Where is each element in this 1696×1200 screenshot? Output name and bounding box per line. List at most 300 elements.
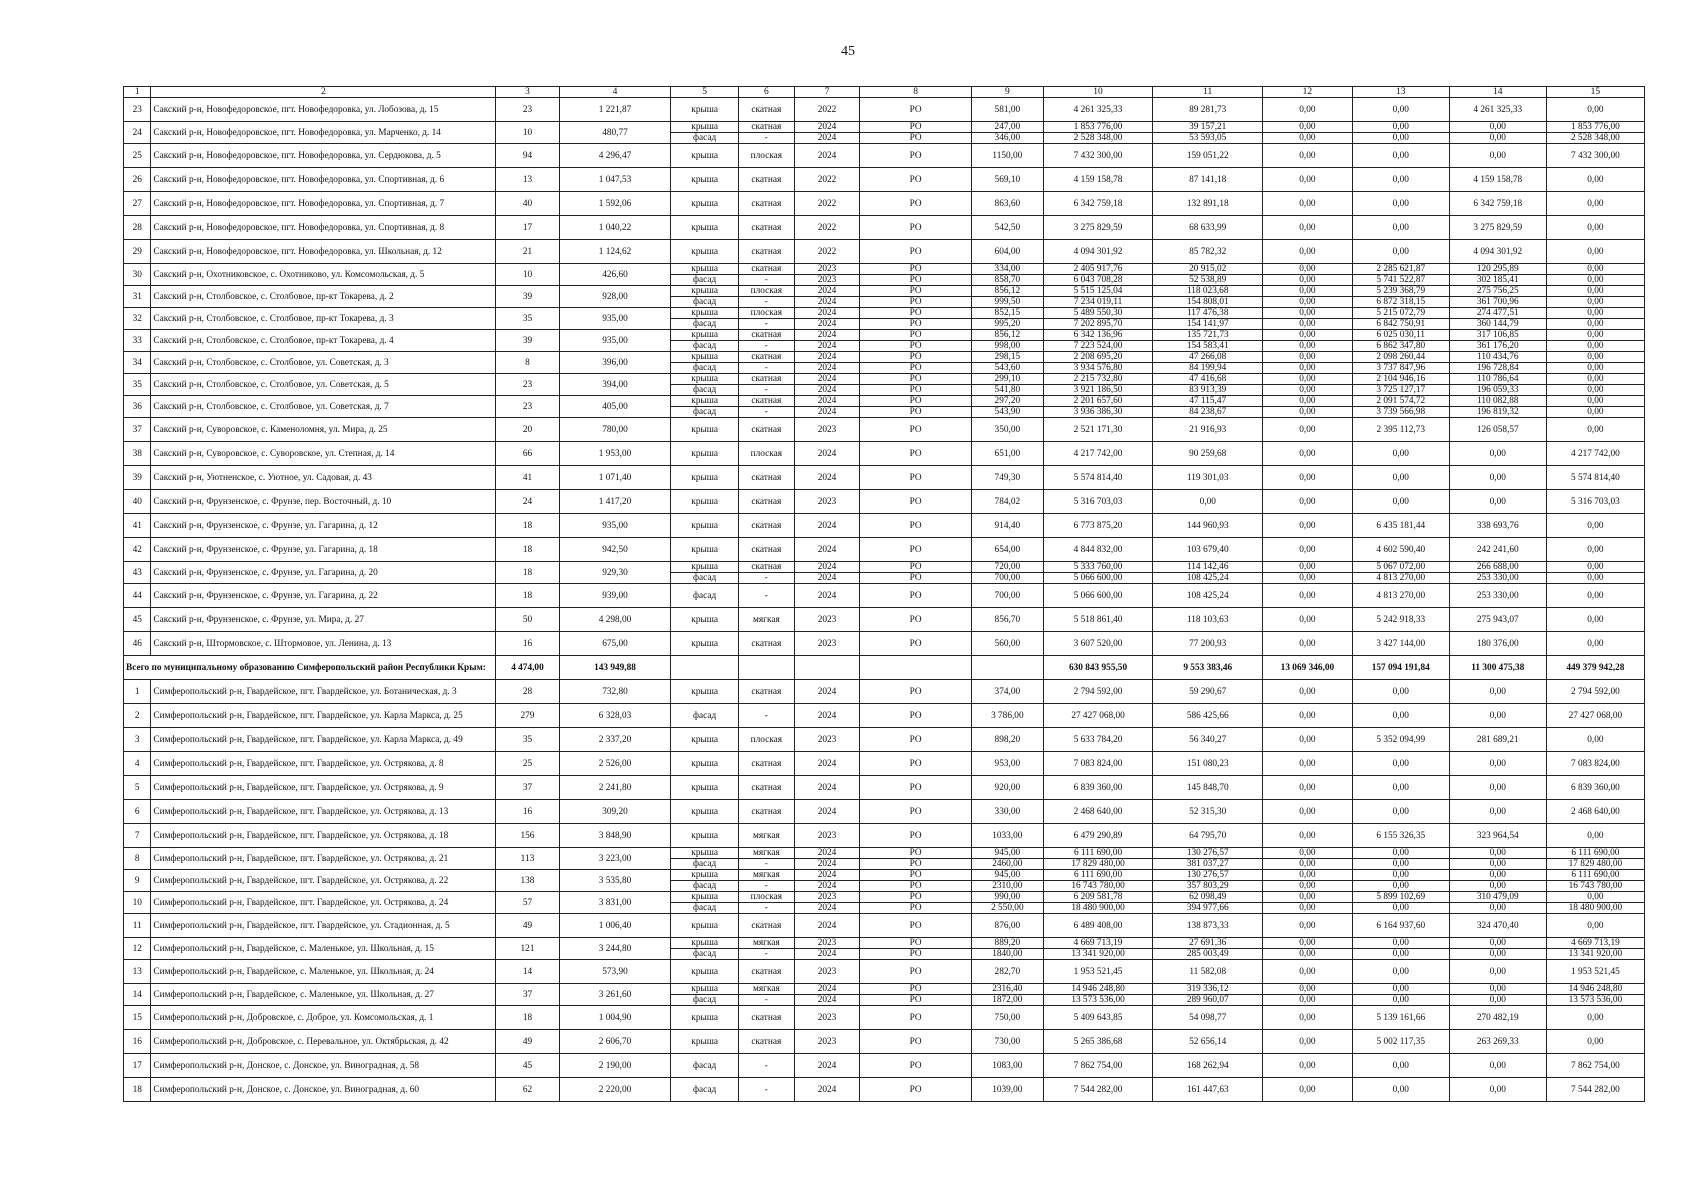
executor-cell (860, 848, 972, 870)
sub-value: 282,70 (994, 966, 1021, 977)
sub-value: 0,00 (1392, 1060, 1409, 1071)
sub-value: крыша (691, 174, 718, 185)
roof-type-cell (738, 374, 794, 396)
fund-cost-cell (1263, 824, 1353, 848)
executor-cell (860, 514, 972, 538)
fund-cost-cell (1263, 914, 1353, 938)
year-cell (794, 330, 859, 352)
sub-value: РО (909, 710, 922, 721)
sub-value: РО (860, 984, 971, 995)
address-cell: Сакский р-н, Новофедоровское, пгт. Новофедоровка, ул. Сердюкова, д. 5 (151, 144, 496, 168)
volume-cell (971, 286, 1043, 308)
apartments-cell: 40 (496, 192, 559, 216)
sub-value: 720,00 (972, 562, 1043, 573)
roof-type-cell (738, 584, 794, 608)
sub-value: 253 330,00 (1476, 573, 1519, 583)
sub-value: 154 583,41 (1186, 341, 1229, 351)
sub-value: 2022 (817, 104, 837, 115)
address-cell: Сакский р-н, Фрунзенское, с. Фрунзе, ул. Гагарина, д. 22 (151, 584, 496, 608)
apartments-cell: 37 (496, 984, 559, 1006)
fund-cost-cell (1263, 396, 1353, 418)
area-cell: 4 298,00 (559, 608, 671, 632)
sub-value: 2024 (795, 984, 859, 995)
volume-cell (971, 704, 1043, 728)
sub-value: 889,20 (972, 938, 1043, 949)
sub-value: 0,00 (1392, 496, 1409, 507)
fund-cost-cell (1263, 216, 1353, 240)
sub-value: 11 582,08 (1189, 966, 1227, 977)
total-cost-cell (1043, 776, 1153, 800)
sub-value: 0,00 (1489, 758, 1506, 769)
address-cell: Симферопольский р-н, Добровское, с. Перевальное, ул. Октябрьская, д. 42 (151, 1030, 496, 1054)
volume-cell (971, 562, 1043, 584)
table-row (124, 466, 1645, 490)
area-cell: 675,00 (559, 632, 671, 656)
executor-cell (860, 1006, 972, 1030)
fund-cost-cell (1263, 960, 1353, 984)
address-cell: Сакский р-н, Фрунзенское, с. Фрунзе, ул. Гагарина, д. 12 (151, 514, 496, 538)
sub-value: 5 002 117,35 (1376, 1036, 1425, 1047)
sub-value: крыша (671, 848, 738, 859)
roof-type-cell (738, 240, 794, 264)
year-cell (794, 892, 859, 914)
volume-cell (971, 442, 1043, 466)
area-cell: 394,00 (559, 374, 671, 396)
sub-value: фасад (693, 1060, 717, 1071)
element-cell (671, 984, 739, 1006)
sub-value: 118 023,68 (1153, 286, 1262, 297)
sub-value: 2024 (817, 133, 837, 143)
volume-cell (971, 168, 1043, 192)
table-row (124, 704, 1645, 728)
year-cell (794, 286, 859, 308)
year-cell (794, 728, 859, 752)
sub-value: 914,40 (994, 520, 1021, 531)
year-cell (794, 608, 859, 632)
total-cost-cell (1043, 192, 1153, 216)
contribution-cell (1153, 168, 1263, 192)
sub-value: мягкая (739, 938, 794, 949)
sub-value: фасад (693, 1084, 717, 1095)
sub-value: РО (860, 330, 971, 341)
sub-value: крыша (671, 984, 738, 995)
column-header: 13 (1352, 87, 1449, 98)
sub-value: крыша (691, 246, 718, 257)
sub-value: 1033,00 (992, 830, 1023, 841)
table-row (124, 1078, 1645, 1102)
sub-value: 858,70 (994, 275, 1021, 285)
sub-value: 2024 (817, 297, 837, 307)
sub-value: 0,00 (1392, 995, 1409, 1005)
sub-value: крыша (691, 758, 718, 769)
fund-cost-cell (1263, 892, 1353, 914)
executor-cell (860, 122, 972, 144)
row-number-cell: 37 (124, 418, 151, 442)
element-cell (671, 538, 739, 562)
apartments-cell: 37 (496, 776, 559, 800)
sub-value: 2024 (817, 758, 837, 769)
area-cell: 396,00 (559, 352, 671, 374)
executor-cell (860, 538, 972, 562)
sub-value: 196 728,84 (1476, 363, 1519, 373)
sub-value: 2024 (817, 385, 837, 395)
volume-cell (971, 584, 1043, 608)
sub-value: 5 333 760,00 (1044, 562, 1153, 573)
roof-type-cell (738, 98, 794, 122)
year-cell (794, 800, 859, 824)
year-cell (794, 824, 859, 848)
sub-value: 275 756,25 (1450, 286, 1546, 297)
fund-cost-cell (1263, 168, 1353, 192)
sub-value: 2024 (817, 806, 837, 817)
budget-mo-cell (1449, 490, 1546, 514)
sub-value: скатная (751, 496, 782, 507)
budget-rk-cell (1352, 680, 1449, 704)
sub-value: скатная (751, 424, 782, 435)
budget-mo-cell (1449, 216, 1546, 240)
total-label: Всего по муниципальному образованию Симферопольский район Республики Крым: (124, 656, 496, 680)
executor-cell (860, 584, 972, 608)
volume-cell (971, 466, 1043, 490)
apartments-cell: 138 (496, 870, 559, 892)
column-header: 2 (151, 87, 496, 98)
sub-value: 52 538,89 (1189, 275, 1227, 285)
volume-cell (971, 938, 1043, 960)
sub-value: плоская (750, 734, 783, 745)
year-cell (794, 984, 859, 1006)
area-cell: 573,90 (559, 960, 671, 984)
sub-value: 338 693,76 (1476, 520, 1519, 531)
area-cell: 935,00 (559, 514, 671, 538)
fund-cost-cell (1263, 800, 1353, 824)
sub-value: 4 094 301,92 (1473, 246, 1523, 257)
sub-value: 856,12 (972, 286, 1043, 297)
year-cell (794, 442, 859, 466)
sub-value: 114 142,46 (1153, 562, 1262, 573)
sub-value: 0,00 (1299, 734, 1316, 745)
sub-value: 0,00 (1392, 472, 1409, 483)
roof-type-cell (738, 330, 794, 352)
table-row (124, 800, 1645, 824)
address-cell: Сакский р-н, Охотниковское, с. Охотниково, ул. Комсомольская, д. 5 (151, 264, 496, 286)
sub-value: 2 395 112,73 (1376, 424, 1425, 435)
row-number-cell: 34 (124, 352, 151, 374)
row-number-cell: 15 (124, 1006, 151, 1030)
volume-cell (971, 776, 1043, 800)
area-cell: 3 244,80 (559, 938, 671, 960)
area-cell: 939,00 (559, 584, 671, 608)
sub-value: 7 083 824,00 (1073, 758, 1123, 769)
sub-value: 59 290,67 (1189, 686, 1227, 697)
sub-value: фасад (693, 363, 717, 373)
sub-value: 945,00 (972, 848, 1043, 859)
volume-cell (971, 1030, 1043, 1054)
sub-value: 53 593,05 (1189, 133, 1227, 143)
contribution-cell (1153, 870, 1263, 892)
total-apartments: 4 474,00 (496, 656, 559, 680)
sub-value: 998,00 (994, 341, 1021, 351)
sub-value: 0,00 (1587, 198, 1604, 209)
sub-value: 47 416,68 (1153, 374, 1262, 385)
sub-value: 6 043 708,28 (1073, 275, 1123, 285)
total-cost-cell (1043, 122, 1153, 144)
apartments-cell: 49 (496, 1030, 559, 1054)
table-row (124, 418, 1645, 442)
volume-cell (971, 352, 1043, 374)
sub-value: 0,00 (1299, 496, 1316, 507)
sub-value: 2024 (795, 374, 859, 385)
sub-value: 64 795,70 (1189, 830, 1227, 841)
area-cell: 426,60 (559, 264, 671, 286)
sub-value: 374,00 (994, 686, 1021, 697)
sub-value: 586 425,66 (1186, 710, 1229, 721)
area-cell: 942,50 (559, 538, 671, 562)
fund-cost-cell (1263, 240, 1353, 264)
roof-type-cell (738, 308, 794, 330)
sub-value: 6 842 750,91 (1376, 319, 1426, 329)
sub-value: скатная (739, 562, 794, 573)
sub-value: 18 480 900,00 (1071, 903, 1125, 913)
row-number-cell: 36 (124, 396, 151, 418)
table-row (124, 776, 1645, 800)
roof-type-cell (738, 800, 794, 824)
budget-mo-cell (1449, 1054, 1546, 1078)
sub-value: 7 234 019,11 (1073, 297, 1123, 307)
sub-value: РО (860, 870, 971, 881)
sub-value: 2 468 640,00 (1073, 806, 1123, 817)
roof-type-cell (738, 728, 794, 752)
fund-cost-cell (1263, 938, 1353, 960)
budget-rk-cell (1352, 870, 1449, 892)
executor-cell (860, 330, 972, 352)
element-cell (671, 308, 739, 330)
sub-value: 7 432 300,00 (1570, 150, 1620, 161)
executor-cell (860, 1078, 972, 1102)
owner-funds-cell (1546, 538, 1644, 562)
owner-funds-cell (1546, 352, 1644, 374)
row-number-cell: 14 (124, 984, 151, 1006)
apartments-cell: 23 (496, 396, 559, 418)
fund-cost-cell (1263, 514, 1353, 538)
sub-value: 0,00 (1263, 308, 1352, 319)
sub-value: фасад (693, 133, 717, 143)
area-cell: 1 004,90 (559, 1006, 671, 1030)
element-cell (671, 352, 739, 374)
sub-value: 2024 (795, 122, 859, 133)
sub-value: 651,00 (994, 448, 1021, 459)
budget-mo-cell (1449, 1078, 1546, 1102)
sub-value: 0,00 (1489, 448, 1506, 459)
fund-cost-cell (1263, 308, 1353, 330)
budget-rk-cell (1352, 168, 1449, 192)
row-number-cell: 44 (124, 584, 151, 608)
budget-rk-cell (1352, 396, 1449, 418)
sub-value: скатная (739, 330, 794, 341)
sub-value: 270 482,19 (1476, 1012, 1519, 1023)
area-cell: 1 071,40 (559, 466, 671, 490)
sub-value: 2024 (817, 949, 837, 959)
fund-cost-cell (1263, 330, 1353, 352)
sub-value: 3 725 127,17 (1376, 385, 1426, 395)
element-cell (671, 960, 739, 984)
table-row (124, 680, 1645, 704)
roof-type-cell (738, 538, 794, 562)
sub-value: 154 808,01 (1186, 297, 1229, 307)
sub-value: 394 977,66 (1186, 903, 1229, 913)
column-header: 3 (496, 87, 559, 98)
repair-program-table-container (123, 86, 1645, 1102)
volume-cell (971, 192, 1043, 216)
contribution-cell (1153, 914, 1263, 938)
area-cell: 3 261,60 (559, 984, 671, 1006)
sub-value: 361 700,96 (1476, 297, 1519, 307)
owner-funds-cell (1546, 870, 1644, 892)
sub-value: мягкая (752, 614, 780, 625)
sub-value: 0,00 (1489, 881, 1506, 891)
sub-value: мягкая (752, 830, 780, 841)
sub-value: крыша (671, 892, 738, 903)
apartments-cell: 10 (496, 122, 559, 144)
sub-value: 0,00 (1299, 859, 1316, 869)
sub-value: 3 275 829,59 (1073, 222, 1123, 233)
sub-value: РО (909, 104, 922, 115)
owner-funds-cell (1546, 216, 1644, 240)
sub-value: 0,00 (1587, 407, 1604, 417)
executor-cell (860, 442, 972, 466)
sub-value: 0,00 (1489, 782, 1506, 793)
sub-value: 6 479 290,89 (1073, 830, 1123, 841)
row-number-cell: 1 (124, 680, 151, 704)
budget-mo-cell (1449, 1030, 1546, 1054)
sub-value: 2024 (817, 859, 837, 869)
contribution-cell (1153, 848, 1263, 870)
sub-value: 0,00 (1587, 385, 1604, 395)
fund-cost-cell (1263, 704, 1353, 728)
total-empty-cell (860, 656, 972, 680)
executor-cell (860, 286, 972, 308)
sub-value: 0,00 (1299, 520, 1316, 531)
column-header: 6 (738, 87, 794, 98)
sub-value: 5 242 918,33 (1376, 614, 1426, 625)
sub-value: РО (909, 174, 922, 185)
sub-value: 0,00 (1299, 222, 1316, 233)
table-row (124, 330, 1645, 352)
volume-cell (971, 752, 1043, 776)
budget-rk-cell (1352, 144, 1449, 168)
area-cell: 1 953,00 (559, 442, 671, 466)
total-cost-cell (1043, 442, 1153, 466)
sub-value: 0,00 (1547, 330, 1644, 341)
address-cell: Симферопольский р-н, Гвардейское, с. Маленькое, ул. Школьная, д. 24 (151, 960, 496, 984)
year-cell (794, 752, 859, 776)
sub-value: 0,00 (1392, 859, 1409, 869)
total-cost-cell (1043, 914, 1153, 938)
sub-value: 2 098 260,44 (1353, 352, 1449, 363)
element-cell (671, 870, 739, 892)
sub-value: РО (909, 246, 922, 257)
sub-value: фасад (693, 385, 717, 395)
total-cost-cell (1043, 1006, 1153, 1030)
sub-value: 604,00 (994, 246, 1021, 257)
sub-value: 20 915,02 (1153, 264, 1262, 275)
sub-value: 0,00 (1299, 385, 1316, 395)
sub-value: 2022 (817, 222, 837, 233)
budget-mo-cell (1449, 960, 1546, 984)
element-cell (671, 680, 739, 704)
address-cell: Симферопольский р-н, Гвардейское, пгт. Гвардейское, ул. Острякова, д. 24 (151, 892, 496, 914)
sub-value: 2024 (817, 150, 837, 161)
element-cell (671, 584, 739, 608)
sub-value: 2023 (817, 638, 837, 649)
element-cell (671, 632, 739, 656)
element-cell (671, 192, 739, 216)
fund-cost-cell (1263, 728, 1353, 752)
executor-cell (860, 892, 972, 914)
sub-value: 0,00 (1299, 297, 1316, 307)
contribution-cell (1153, 824, 1263, 848)
sub-value: 381 037,27 (1186, 859, 1229, 869)
sub-value: 7 544 282,00 (1570, 1084, 1620, 1095)
element-cell (671, 752, 739, 776)
sub-value: 0,00 (1299, 472, 1316, 483)
year-cell (794, 490, 859, 514)
sub-value: 581,00 (994, 104, 1021, 115)
sub-value: 4 261 325,33 (1073, 104, 1123, 115)
sub-value: скатная (751, 966, 782, 977)
budget-rk-cell (1352, 286, 1449, 308)
sub-value: 3 921 186,50 (1073, 385, 1123, 395)
sub-value: 749,30 (994, 472, 1021, 483)
row-number-cell: 27 (124, 192, 151, 216)
sub-value: 87 141,18 (1189, 174, 1227, 185)
row-number-cell: 29 (124, 240, 151, 264)
sub-value: 4 094 301,92 (1073, 246, 1123, 257)
sub-value: РО (860, 374, 971, 385)
sub-value: 310 479,09 (1450, 892, 1546, 903)
total-cost-cell (1043, 1078, 1153, 1102)
sub-value: фасад (693, 297, 717, 307)
year-cell (794, 396, 859, 418)
total-cost-cell (1043, 418, 1153, 442)
sub-value: 0,00 (1587, 104, 1604, 115)
year-cell (794, 1078, 859, 1102)
sub-value: 289 960,07 (1186, 995, 1229, 1005)
contribution-cell (1153, 752, 1263, 776)
area-cell: 2 526,00 (559, 752, 671, 776)
sub-value: 0,00 (1392, 758, 1409, 769)
sub-value: крыша (691, 496, 718, 507)
row-number-cell: 23 (124, 98, 151, 122)
contribution-cell (1153, 1030, 1263, 1054)
sub-value: 0,00 (1299, 1012, 1316, 1023)
roof-type-cell (738, 848, 794, 870)
apartments-cell: 18 (496, 562, 559, 584)
sub-value: 856,12 (972, 330, 1043, 341)
row-number-cell: 33 (124, 330, 151, 352)
sub-value: 1150,00 (992, 150, 1023, 161)
sub-value: 161 447,63 (1186, 1084, 1229, 1095)
budget-mo-cell (1449, 848, 1546, 870)
sub-value: 68 633,99 (1189, 222, 1227, 233)
sub-value: 275 943,07 (1476, 614, 1519, 625)
year-cell (794, 374, 859, 396)
total-cost-cell (1043, 240, 1153, 264)
sub-value: 6 489 408,00 (1073, 920, 1123, 931)
sub-value: 2024 (817, 573, 837, 583)
contribution-cell (1153, 1006, 1263, 1030)
sub-value: 2023 (795, 892, 859, 903)
sub-value: 0,00 (1489, 150, 1506, 161)
